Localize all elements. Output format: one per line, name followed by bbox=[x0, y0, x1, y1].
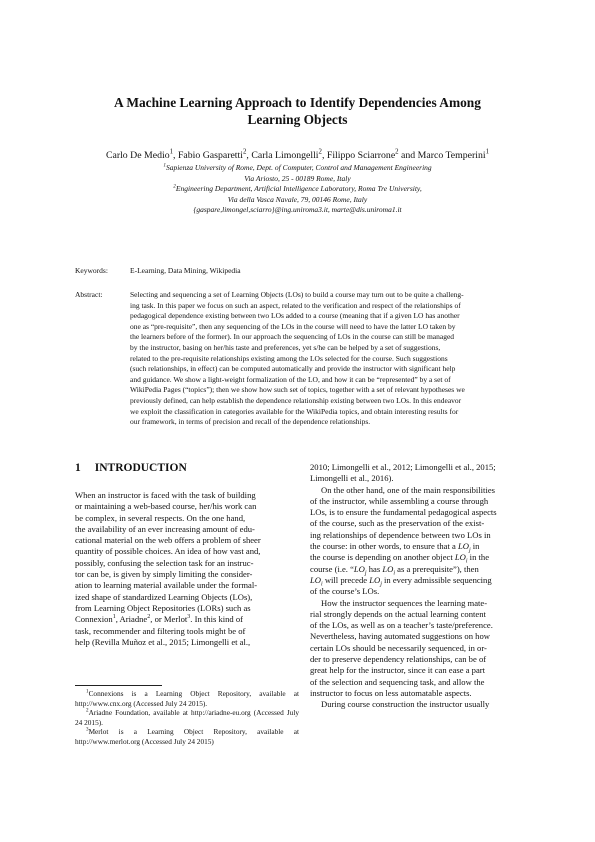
text-run: as a prerequisite”), then bbox=[395, 563, 479, 574]
footnote-mark: 1 bbox=[86, 688, 89, 695]
abstract-line: Selecting and sequencing a set of Learning Objects (LOs) to build a course may turn out to be quite a challeng- bbox=[130, 290, 464, 299]
footnote-ref: 2 bbox=[147, 614, 151, 621]
math-lo: LO bbox=[454, 552, 466, 563]
footnote-2 bbox=[75, 708, 299, 727]
footnote-divider bbox=[75, 685, 162, 686]
author-list: Carlo De Medio$^1$, Fabio Gasparetti$^2$, Carla Limongelli$^2$, Filippo Sciarrone$^2$ and Marco Temperini$^1$ bbox=[105, 148, 490, 161]
math-subscript: i bbox=[393, 570, 396, 577]
affiliation-2-text: Engineering Department, Artificial Intelligence Laboratory, Roma Tre University, bbox=[175, 184, 422, 194]
text-run: in the bbox=[467, 552, 490, 563]
abstract-label: Abstract: bbox=[75, 290, 103, 299]
intro-paragraph-1-line: or maintaining a web-based course, her/his work can bbox=[75, 501, 257, 512]
abstract-line: the learners before of the former). In our approach the sequencing of LOs in the course can still be managed bbox=[130, 332, 455, 342]
footnote-ref: 1 bbox=[112, 614, 116, 621]
text-run: in every admissible sequencing bbox=[381, 574, 492, 585]
intro-paragraph-1-line: task, recommender and filtering tools might be of bbox=[75, 625, 246, 636]
citation-continuation-line: 2010; Limongelli et al., 2012; Limongelli et al., 2015; bbox=[310, 462, 496, 472]
intro-paragraph-1-line: When an instructor is faced with the task of building bbox=[75, 490, 256, 500]
abstract-line: WikiPedia Pages (“topics”); then we show how such set of topics, together with a set of relevant hypotheses we bbox=[130, 385, 465, 395]
author-affiliation-mark: 2 bbox=[318, 148, 322, 156]
intro-paragraph-3 bbox=[310, 598, 521, 700]
math-subscript: j bbox=[468, 547, 471, 554]
text-run: , Ariadne bbox=[115, 614, 148, 625]
author-affiliation-mark: 1 bbox=[485, 148, 490, 156]
affiliation-2-line-2: Via della Vasca Navale, 79, 00146 Rome, Italy bbox=[227, 194, 368, 204]
footnote-ref: 3 bbox=[187, 614, 191, 621]
math-subscript: j bbox=[380, 581, 382, 588]
math-subscript: i bbox=[321, 581, 323, 588]
intro-paragraph-2-line: of the course’s LOs. bbox=[310, 586, 380, 597]
abstract-line: ing task. In this paper we focus on such an aspect, related to the verification and respect of the relationships of bbox=[130, 300, 461, 310]
intro-paragraph-2-line: ing relationships of dependence between two LOs in bbox=[310, 529, 491, 540]
intro-paragraph-2-line: On the other hand, one of the main responsibilities bbox=[321, 484, 495, 495]
text-run: at http://www.cnx.org (Accessed July 24 2015). bbox=[75, 689, 299, 708]
intro-paragraph-2 bbox=[310, 485, 521, 541]
intro-paragraph-3-line: instructor to focus on less automatable aspects. bbox=[310, 687, 472, 698]
author-emails: {gaspare,limongel,sciarro}@ing.uniroma3.it, marte@dis.uniroma1.it bbox=[193, 205, 402, 215]
intro-paragraph-1-line bbox=[75, 614, 299, 625]
abstract-line: our framework, in terms of precision and recall of the dependence relationships. bbox=[130, 417, 371, 427]
intro-paragraph-1-line: be complex, in several respects. On the one hand, bbox=[75, 512, 246, 523]
left-column bbox=[75, 490, 299, 648]
text-run: Merlot is a Learning Object Repository, available at bbox=[88, 727, 299, 737]
abstract-line: (such relationships, in effect) can be computed automatically and provide the instructor with significant help bbox=[130, 364, 456, 374]
keywords-text: E-Learning, Data Mining, Wikipedia bbox=[130, 266, 241, 275]
intro-paragraph-1-line: quantity of possible choices. An idea of how vast and, bbox=[75, 546, 261, 557]
abstract-line: we exploit the classification in categories available for the WikiPedia topics, and obtain interesting results for bbox=[130, 406, 459, 416]
intro-paragraph-3-line: of the LOs, as well as on a teacher’s taste/preference. bbox=[310, 620, 493, 631]
author-affiliation-mark: 1 bbox=[169, 148, 174, 156]
intro-paragraph-1-line: ation to learning material available under the formal- bbox=[75, 580, 258, 591]
affiliations bbox=[60, 163, 535, 216]
intro-paragraph-2-line: LOs, is to ensure the fundamental pedagogical aspects bbox=[310, 507, 497, 518]
footnote-1 bbox=[75, 689, 299, 708]
author-affiliation-mark: 2 bbox=[242, 148, 247, 156]
affiliation-1-line-1 bbox=[60, 163, 535, 174]
author-name: Filippo Sciarrone bbox=[326, 150, 396, 161]
text-run: Connexion bbox=[75, 614, 113, 625]
intro-paragraph-1-line: ized shape of standardized Learning Objects (LOs), bbox=[75, 591, 253, 602]
math-lo: LO bbox=[457, 541, 469, 552]
intro-paragraph-1-line: tor can be, is given by simply limiting the consider- bbox=[75, 569, 253, 580]
text-run: the course is depending on another object bbox=[310, 552, 455, 563]
intro-paragraph-4-line: During course construction the instructor usually bbox=[321, 699, 490, 710]
intro-paragraph-2-line bbox=[310, 541, 521, 552]
math-lo: LO bbox=[382, 563, 394, 574]
abstract-line: by the instructor, basing on her/his taste and preferences, yet s/he can be helped by a set of suggestions, bbox=[130, 342, 441, 352]
footnotes bbox=[75, 689, 299, 747]
text-run: has bbox=[366, 563, 383, 574]
intro-paragraph-3-line: Nevertheless, having automated suggestions on how bbox=[310, 631, 490, 642]
author-name: Marco Temperini bbox=[417, 150, 486, 161]
text-run: , or Merlot bbox=[150, 614, 188, 625]
footnote-mark: 2 bbox=[86, 707, 89, 714]
intro-paragraph-2-line bbox=[310, 552, 521, 566]
author-affiliation-mark: 2 bbox=[395, 148, 399, 156]
intro-paragraph-2-line bbox=[310, 575, 521, 586]
paper-title bbox=[60, 94, 535, 128]
intro-paragraph-1-line: possibly, confusing the selection task for an instruc- bbox=[75, 557, 254, 568]
math-lo: LO bbox=[353, 563, 365, 574]
citation-continuation-line: Limongelli et al., 2016). bbox=[310, 473, 394, 484]
text-run: (Accessed July 24 2015). bbox=[75, 708, 299, 727]
math-subscript: i bbox=[465, 559, 468, 566]
text-run: . In this kind of bbox=[190, 614, 244, 625]
intro-paragraph-3-line: certain LOs should be necessarily sequenced, in or- bbox=[310, 642, 487, 653]
section-heading bbox=[75, 462, 187, 474]
intro-paragraph-1-line: from Learning Object Repositories (LORs) such as bbox=[75, 602, 251, 613]
math-lo: LO bbox=[310, 574, 321, 585]
paper-title-line-1: A Machine Learning Approach to Identify Dependencies Among bbox=[114, 95, 481, 110]
intro-paragraph-1-line: help (Revilla Muñoz et al., 2015; Limongelli et al., bbox=[75, 636, 251, 647]
footnote-3 bbox=[75, 727, 299, 746]
intro-paragraph-1 bbox=[75, 490, 299, 614]
author-name: Carlo De Medio bbox=[105, 150, 170, 161]
affiliation-2-line-1 bbox=[60, 184, 535, 195]
intro-paragraph-3-line: of the selection and sequencing task, and allow the bbox=[310, 676, 485, 687]
abstract-line: and guidance. We show a light-weight formalization of the LO, and how it can be “represented” by a set of bbox=[130, 374, 451, 384]
keywords-label: Keywords: bbox=[75, 266, 108, 275]
abstract-line: one as “pre-requisite”, then any sequencing of the LOs in the course will need to have the latter LO taken by bbox=[130, 321, 456, 331]
section-number: 1 bbox=[75, 462, 81, 474]
intro-paragraph-3-line: How the instructor sequences the learning mate- bbox=[321, 597, 488, 608]
intro-paragraph-1-line: the availability of an ever increasing amount of edu- bbox=[75, 523, 255, 534]
abstract-text bbox=[130, 290, 520, 428]
text-run: course (i.e. “ bbox=[310, 563, 354, 574]
paper-title-line-2: Learning Objects bbox=[247, 112, 348, 127]
intro-paragraph-3-line: der to preserve dependency relationships, can be of bbox=[310, 654, 487, 665]
intro-paragraph-2-line bbox=[310, 564, 521, 575]
affiliation-1-line-2: Via Ariosto, 25 - 00189 Rome, Italy bbox=[244, 173, 351, 183]
author-name: Carla Limongelli bbox=[251, 150, 319, 161]
math-subscript: j bbox=[364, 570, 367, 577]
author-name: Fabio Gasparetti bbox=[177, 150, 243, 161]
abstract-line: pedagogical dependence existing between two LOs added to a course (meaning that if a given LO has another bbox=[130, 311, 460, 321]
intro-paragraph-3-line: great help for the instructor, since it can ease a part bbox=[310, 665, 486, 676]
footnote-mark: 3 bbox=[86, 726, 89, 733]
intro-paragraph-1-line: cational material on the web offers a problem of sheer bbox=[75, 535, 261, 546]
text-run: Connexions is a Learning Object Repository, available bbox=[88, 689, 286, 698]
text-run: will precede bbox=[322, 574, 370, 585]
text-run: http://www.merlot.org (Accessed July 24 2015) bbox=[75, 736, 214, 746]
abstract-line: related to the pre-requisite relationships existing among the LOs selected for the course. Such suggestions bbox=[130, 353, 448, 363]
section-title: INTRODUCTION bbox=[94, 462, 187, 474]
abstract-line: previously defined, can help establish the dependence relationship existing between two LOs. In this endeavor bbox=[130, 395, 462, 405]
math-lo: LO bbox=[369, 574, 381, 585]
text-run: the course: in other words, to ensure that a bbox=[310, 541, 458, 552]
right-column bbox=[310, 462, 521, 711]
text-run: Ariadne Foundation, available at http://ariadne-eu.org bbox=[88, 708, 251, 718]
text-run: in bbox=[470, 541, 480, 552]
intro-paragraph-2-line: of the course, such as the preservation of the exist- bbox=[310, 518, 485, 529]
intro-paragraph-3-line: rial strongly depends on the actual learning content bbox=[310, 608, 486, 619]
affiliation-mark: 1 bbox=[163, 162, 166, 169]
intro-paragraph-2-line: of the instructor, while assembling a course through bbox=[310, 495, 489, 506]
affiliation-mark: 2 bbox=[173, 183, 176, 190]
affiliation-1-text: Sapienza University of Rome, Dept. of Computer, Control and Management Engineering bbox=[165, 163, 432, 172]
